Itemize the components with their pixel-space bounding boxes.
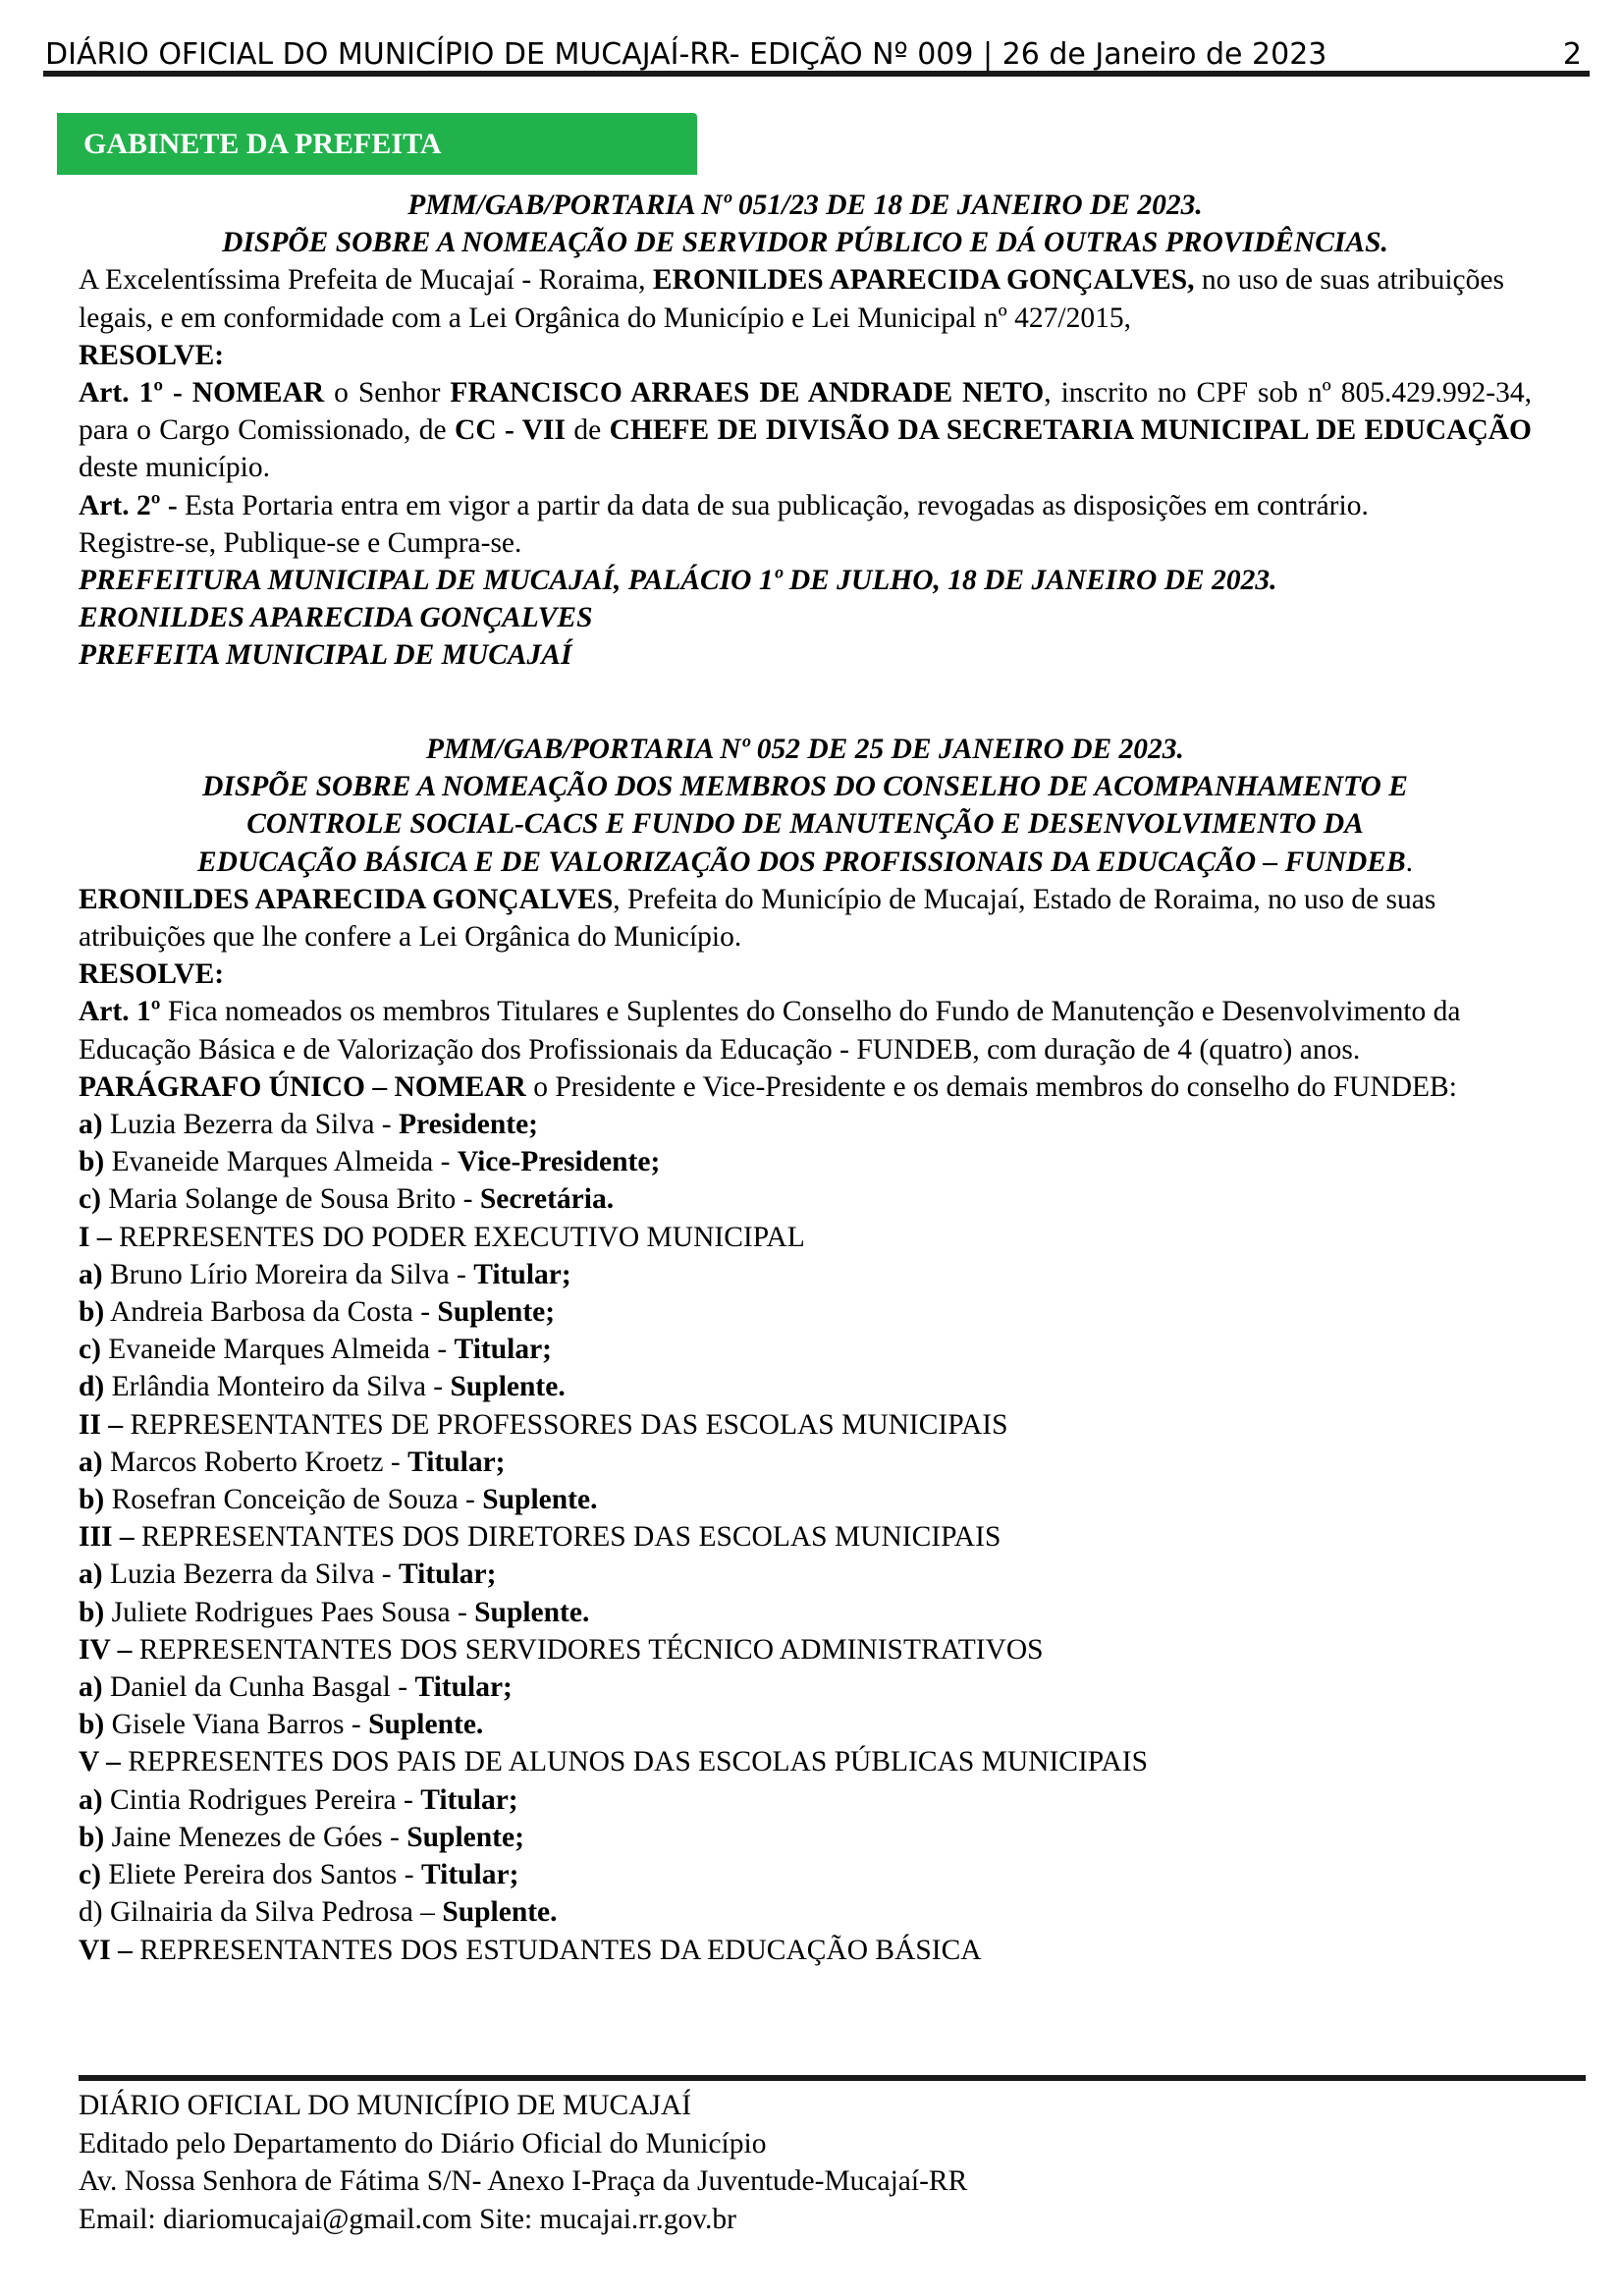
list-item-text: Daniel da Cunha Basgal - xyxy=(102,1671,415,1704)
article-1 xyxy=(79,993,1532,1067)
list-item-prefix: a) xyxy=(79,1109,103,1141)
article-label: Art. 2º - xyxy=(79,489,178,521)
list-item xyxy=(79,1518,1532,1556)
list-item-prefix: b) xyxy=(79,1596,105,1628)
portaria-subtitle: DISPÕE SOBRE A NOMEAÇÃO DE SERVIDOR PÚBLICO E DÁ OUTRAS PROVIDÊNCIAS. xyxy=(222,227,1388,259)
list-item xyxy=(79,1706,1532,1743)
list-item-text: Marcos Roberto Kroetz - xyxy=(102,1446,408,1478)
list-item-role: Suplente. xyxy=(482,1484,598,1516)
portaria-intro xyxy=(79,261,1532,336)
list-item xyxy=(79,1143,1532,1180)
list-item-role: Titular; xyxy=(473,1258,571,1290)
portaria-intro xyxy=(79,881,1532,956)
member-list xyxy=(79,1106,1532,1969)
list-item-text: Bruno Lírio Moreira da Silva - xyxy=(102,1258,474,1290)
list-item xyxy=(79,1893,1532,1931)
list-item-prefix: b) xyxy=(79,1146,105,1178)
signature-place: PREFEITURA MUNICIPAL DE MUCAJAÍ, PALÁCIO 1º DE JULHO, 18 DE JANEIRO DE 2023. xyxy=(79,565,1277,597)
list-item-text: REPRESENTANTES DOS DIRETORES DAS ESCOLAS MUNICIPAIS xyxy=(134,1521,1001,1554)
intro-text: , Prefeita do Município de Mucajaí, Estado de Roraima, no uso de suas atribuições que lhe confere a Lei Orgânica do Município. xyxy=(79,883,1436,954)
list-item-prefix: b) xyxy=(79,1296,105,1329)
signature-role: PREFEITA MUNICIPAL DE MUCAJAÍ xyxy=(79,639,572,672)
list-item-text: REPRESENTANTES DOS SERVIDORES TÉCNICO ADMINISTRATIVOS xyxy=(132,1633,1044,1666)
position-code: CC - VII xyxy=(455,414,566,447)
article-text: Fica nomeados os membros Titulares e Suplentes do Conselho do Fundo de Manutenção e Desenvolvimento da Educação Básica e de Valorização dos Profissionais da Educação - FUNDEB, com duração de 4 (quatro) anos. xyxy=(79,996,1461,1066)
article-text: deste município. xyxy=(79,452,270,484)
list-item xyxy=(79,1856,1532,1893)
list-item-role: Suplente. xyxy=(442,1896,558,1929)
article-label: Art. 1º - NOMEAR xyxy=(79,377,325,410)
list-item-role: Suplente. xyxy=(450,1371,566,1403)
list-item xyxy=(79,1331,1532,1368)
list-item-text: Andreia Barbosa da Costa - xyxy=(104,1296,438,1329)
portaria-subtitle-line: DISPÕE SOBRE A NOMEAÇÃO DOS MEMBROS DO CONSELHO DE ACOMPANHAMENTO E xyxy=(202,771,1408,803)
list-item-role: Presidente; xyxy=(399,1109,538,1141)
list-item-role: Vice-Presidente; xyxy=(457,1146,661,1178)
list-item-prefix: b) xyxy=(79,1709,105,1741)
list-item xyxy=(79,1219,1532,1256)
list-item xyxy=(79,1368,1532,1405)
list-item-role: Suplente. xyxy=(368,1709,484,1741)
page-number: 2 xyxy=(1562,37,1582,72)
article-text: Esta Portaria entra em vigor a partir da data de sua publicação, revogadas as disposições em contrário. xyxy=(177,489,1369,521)
list-item-prefix: b) xyxy=(79,1484,105,1516)
list-item xyxy=(79,1106,1532,1143)
list-item-text: Maria Solange de Sousa Brito - xyxy=(100,1183,480,1216)
list-item xyxy=(79,1406,1532,1444)
intro-text: A Excelentíssima Prefeita de Mucajaí - Roraima, xyxy=(79,264,653,297)
list-item-prefix: d) xyxy=(79,1371,105,1403)
section-banner: GABINETE DA PREFEITA xyxy=(57,113,697,175)
mayor-name: ERONILDES APARECIDA GONÇALVES xyxy=(79,883,614,915)
article-text: o Senhor xyxy=(324,377,451,410)
list-item xyxy=(79,1781,1532,1819)
list-item-prefix: IV – xyxy=(79,1633,133,1666)
portaria-title: PMM/GAB/PORTARIA Nº 051/23 DE 18 DE JANEIRO DE 2023. xyxy=(407,190,1203,221)
list-item-text: Juliete Rodrigues Paes Sousa - xyxy=(104,1596,475,1628)
footer-line: Email: diariomucajai@gmail.com Site: mucajai.rr.gov.br xyxy=(79,2203,736,2235)
list-item-text: REPRESENTES DOS PAIS DE ALUNOS DAS ESCOLAS PÚBLICAS MUNICIPAIS xyxy=(120,1746,1149,1778)
portaria-052 xyxy=(79,731,1532,1969)
portaria-subtitle-line: CONTROLE SOCIAL-CACS E FUNDO DE MANUTENÇÃO E DESENVOLVIMENTO DA xyxy=(246,808,1364,841)
list-item-prefix: a) xyxy=(79,1446,103,1478)
mayor-name: ERONILDES APARECIDA GONÇALVES, xyxy=(652,264,1195,297)
list-item-text: Evaneide Marques Almeida - xyxy=(104,1146,458,1178)
list-item-role: Titular; xyxy=(414,1671,513,1704)
list-item xyxy=(79,1819,1532,1856)
page-header xyxy=(43,35,1590,77)
list-item xyxy=(79,1743,1532,1780)
list-item xyxy=(79,1256,1532,1293)
list-item-role: Secretária. xyxy=(479,1183,615,1216)
list-item-role: Titular; xyxy=(420,1859,519,1891)
article-text: , inscrito no CPF sob nº 805.429.992-34, para o Cargo Comissionado, de xyxy=(79,377,1532,447)
list-item-role: Suplente; xyxy=(406,1821,524,1853)
gazette-header-title: DIÁRIO OFICIAL DO MUNICÍPIO DE MUCAJAÍ-RR- EDIÇÃO Nº 009 | 26 de Janeiro de 2023 xyxy=(45,37,1327,72)
list-item-text: REPRESENTANTES DE PROFESSORES DAS ESCOLAS MUNICIPAIS xyxy=(123,1408,1008,1441)
list-item-text: Evaneide Marques Almeida - xyxy=(100,1334,455,1366)
article-text: de xyxy=(565,414,610,447)
list-item-role: Titular; xyxy=(454,1334,552,1366)
list-item-role: Suplente; xyxy=(437,1296,556,1329)
list-item-prefix: VI – xyxy=(79,1934,133,1966)
footer-rule xyxy=(79,2075,1586,2081)
page-footer xyxy=(79,2087,1532,2238)
list-item-prefix: c) xyxy=(79,1334,101,1366)
list-item-prefix: a) xyxy=(79,1783,103,1816)
list-item-text: Luzia Bezerra da Silva - xyxy=(102,1558,399,1591)
list-item xyxy=(79,1481,1532,1518)
list-item-role: Suplente. xyxy=(474,1596,590,1628)
list-item-prefix: I – xyxy=(79,1221,112,1253)
registre-line: Registre-se, Publique-se e Cumpra-se. xyxy=(79,526,522,559)
portaria-subtitle-end: . xyxy=(1405,846,1413,878)
paragrafo-unico xyxy=(79,1068,1532,1106)
list-item xyxy=(79,1668,1532,1706)
list-item-prefix: c) xyxy=(79,1859,101,1891)
list-item-text: Gisele Viana Barros - xyxy=(104,1709,369,1741)
list-item-prefix: V – xyxy=(79,1746,121,1778)
list-item xyxy=(79,1556,1532,1593)
list-item-text: Eliete Pereira dos Santos - xyxy=(100,1859,421,1891)
list-item xyxy=(79,1932,1532,1969)
portaria-051 xyxy=(79,187,1532,675)
list-item-prefix: III – xyxy=(79,1521,135,1554)
portaria-title: PMM/GAB/PORTARIA Nº 052 DE 25 DE JANEIRO DE 2023. xyxy=(426,734,1184,765)
article-2 xyxy=(79,487,1532,524)
list-item xyxy=(79,1631,1532,1668)
resolve-label: RESOLVE: xyxy=(79,958,225,991)
list-item-prefix: a) xyxy=(79,1671,103,1704)
list-item-text: Jaine Menezes de Góes - xyxy=(104,1821,407,1853)
list-item-text: Luzia Bezerra da Silva - xyxy=(102,1109,399,1141)
list-item-prefix: a) xyxy=(79,1558,103,1591)
list-item xyxy=(79,1444,1532,1481)
list-item xyxy=(79,1180,1532,1218)
portaria-subtitle-text: EDUCAÇÃO BÁSICA E DE VALORIZAÇÃO DOS PROFISSIONAIS DA EDUCAÇÃO – FUNDEB xyxy=(196,846,1406,878)
position-title: CHEFE DE DIVISÃO DA SECRETARIA MUNICIPAL DE EDUCAÇÃO xyxy=(609,414,1533,447)
resolve-label: RESOLVE: xyxy=(79,339,225,371)
list-item xyxy=(79,1594,1532,1631)
list-item-text: Erlândia Monteiro da Silva - xyxy=(104,1371,451,1403)
list-item xyxy=(79,1293,1532,1331)
article-label: Art. 1º xyxy=(79,996,161,1028)
list-item-prefix: c) xyxy=(79,1183,101,1216)
footer-line: Av. Nossa Senhora de Fátima S/N- Anexo I-Praça da Juventude-Mucajaí-RR xyxy=(79,2165,968,2197)
article-1 xyxy=(79,374,1532,487)
list-item-role: Titular; xyxy=(407,1446,506,1478)
paragrafo-text: o Presidente e Vice-Presidente e os demais membros do conselho do FUNDEB: xyxy=(525,1070,1457,1103)
list-item-prefix: a) xyxy=(79,1258,103,1290)
list-item-role: Titular; xyxy=(399,1558,497,1591)
intro-text: no uso de suas atribuições legais, e em conformidade com a Lei Orgânica do Município e Lei Municipal nº 427/2015, xyxy=(79,264,1504,334)
list-item-text: REPRESENTANTES DOS ESTUDANTES DA EDUCAÇÃO BÁSICA xyxy=(132,1934,982,1966)
list-item-text: d) Gilnairia da Silva Pedrosa – xyxy=(79,1896,443,1929)
list-item-prefix: b) xyxy=(79,1821,105,1853)
list-item-text: REPRESENTES DO PODER EXECUTIVO MUNICIPAL xyxy=(111,1221,805,1253)
footer-line: DIÁRIO OFICIAL DO MUNICÍPIO DE MUCAJAÍ xyxy=(79,2090,692,2121)
appointee-name: FRANCISCO ARRAES DE ANDRADE NETO xyxy=(450,377,1045,410)
list-item-text: Cintia Rodrigues Pereira - xyxy=(102,1783,421,1816)
portaria-subtitle-line xyxy=(79,844,1532,881)
list-item-text: Rosefran Conceição de Souza - xyxy=(104,1484,483,1516)
paragrafo-label: PARÁGRAFO ÚNICO – NOMEAR xyxy=(79,1070,526,1103)
footer-line: Editado pelo Departamento do Diário Oficial do Município xyxy=(79,2127,767,2159)
list-item-role: Titular; xyxy=(420,1783,518,1816)
signature-name: ERONILDES APARECIDA GONÇALVES xyxy=(79,602,593,634)
list-item-prefix: II – xyxy=(79,1408,124,1441)
